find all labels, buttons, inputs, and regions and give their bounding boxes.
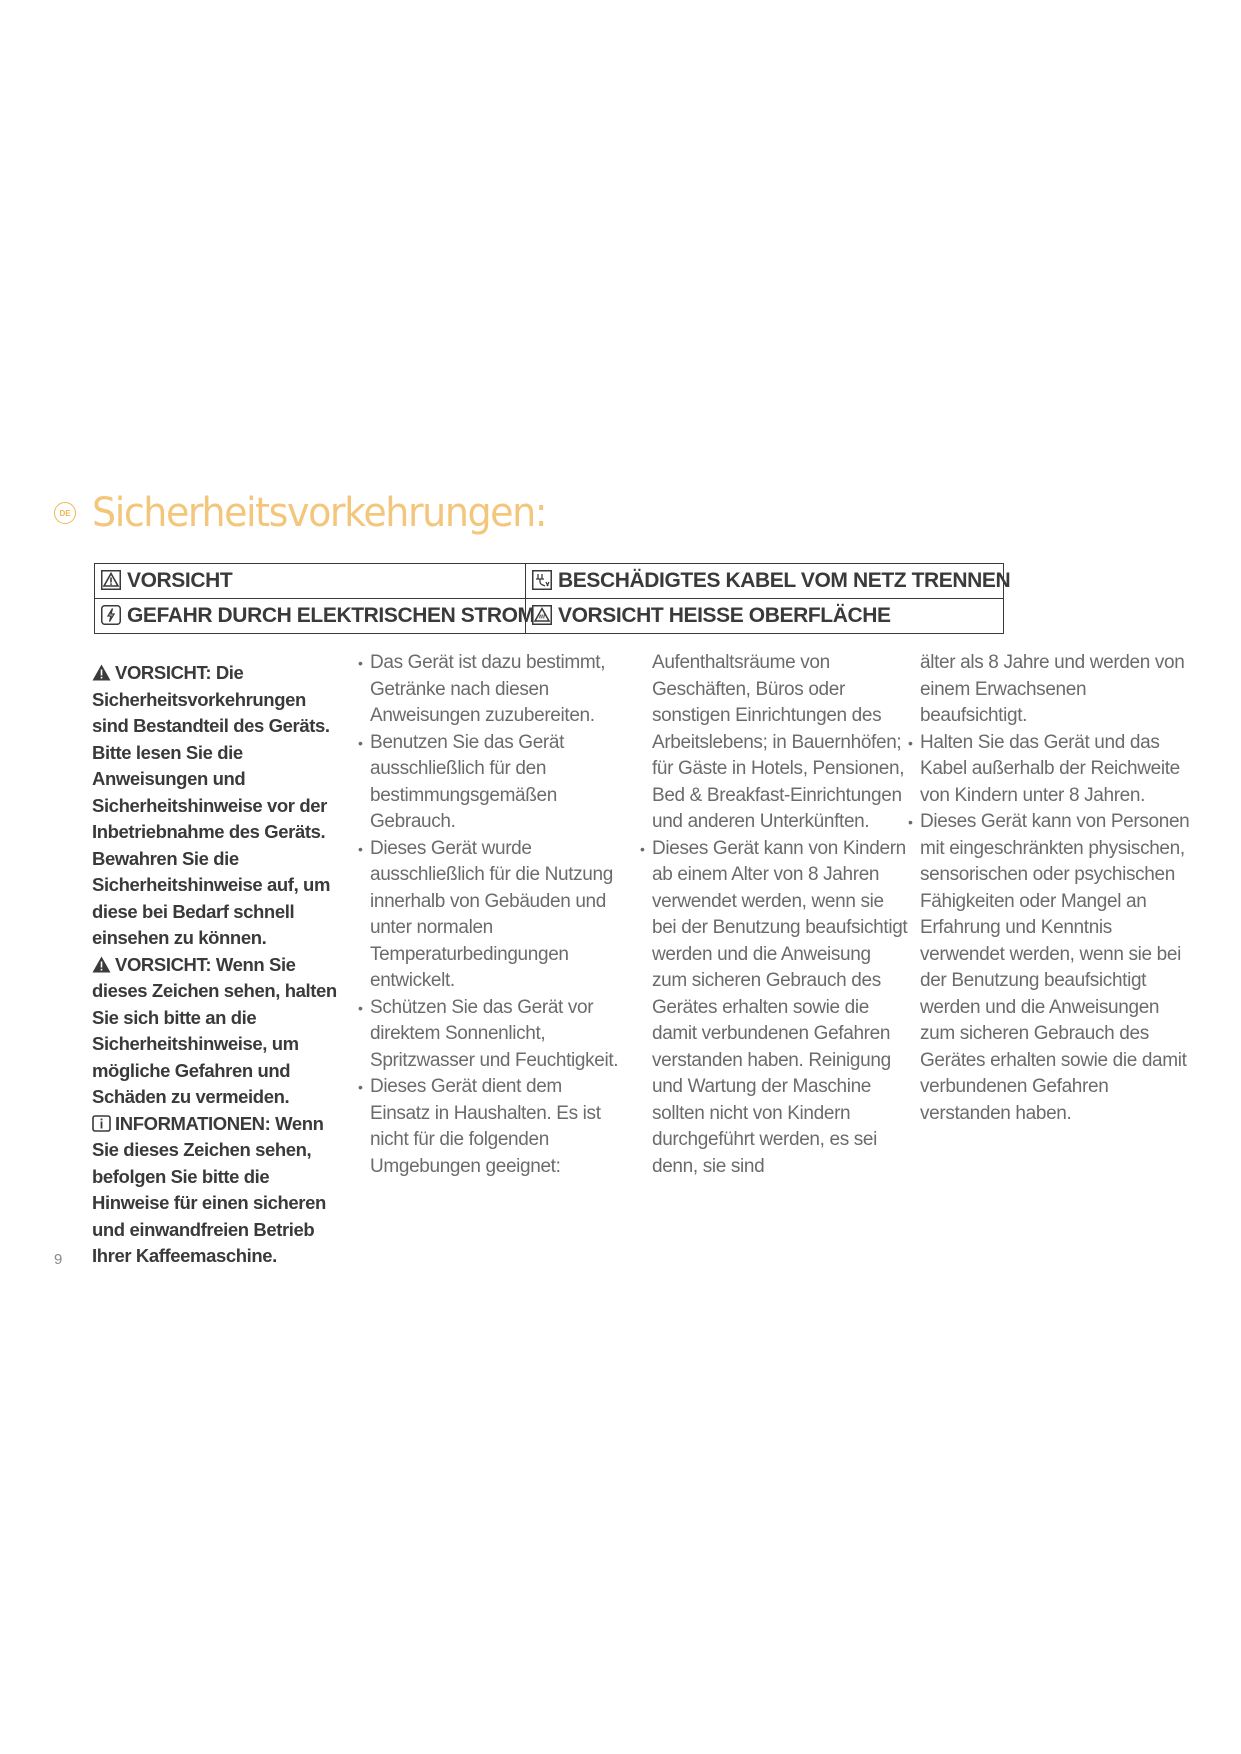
list-item: • Dieses Gerät dient dem Einsatz in Haushalten. Es ist nicht für die folgenden Umgebungen geeignet: <box>358 1074 626 1180</box>
list-item: • Das Gerät ist dazu bestimmt, Getränke nach diesen Anweisungen zuzubereiten. <box>358 650 626 730</box>
page-number: 9 <box>54 1251 63 1268</box>
caution-text: Die Sicherheitsvorkehrungen sind Bestandteil des Geräts. Bitte lesen Sie die Anweisungen und Sicherheitshinweise vor der Inbetriebnahme des Geräts. Bewahren Sie die Sicherheitshinweise auf, um diese bei Bedarf schnell einsehen zu können. <box>92 662 330 948</box>
legend-damaged-cable-label: BESCHÄDIGTES KABEL VOM NETZ TRENNEN <box>558 569 1011 592</box>
list-item-continuation: Aufenthaltsräume von Geschäften, Büros oder sonstigen Einrichtungen des Arbeitslebens; in Bauernhöfen; für Gäste in Hotels, Pensionen, Bed & Breakfast-Einrichtungen und anderen Unterkünften. <box>652 652 905 832</box>
list-item: • Halten Sie das Gerät und das Kabel außerhalb der Reichweite von Kindern unter 8 Jahren. <box>908 730 1198 810</box>
instructions-column-3 <box>640 650 908 1180</box>
legend-hot-surface <box>526 599 1004 634</box>
info-label: INFORMATIONEN: <box>115 1112 271 1134</box>
instructions-column-4 <box>908 650 1198 1127</box>
legend-caution <box>95 564 526 599</box>
intro-caution-sign-paragraph <box>92 952 342 1111</box>
caution-label: VORSICHT: <box>115 662 212 683</box>
page-title: Sicherheitsvorkehrungen: <box>92 490 547 536</box>
legend-hot-surface-label: VORSICHT HEISSE OBERFLÄCHE <box>558 604 891 627</box>
list-item-continuation: älter als 8 Jahre und werden von einem Erwachsenen beaufsichtigt. <box>920 652 1185 726</box>
caution-label: VORSICHT: <box>115 953 212 975</box>
intro-info-paragraph <box>92 1111 342 1270</box>
info-icon <box>92 1115 111 1132</box>
list-item: • Benutzen Sie das Gerät ausschließlich für den bestimmungsgemäßen Gebrauch. <box>358 730 626 836</box>
language-badge: DE <box>54 502 76 524</box>
list-item: • Schützen Sie das Gerät vor direktem Sonnenlicht, Spritzwasser und Feuchtigkeit. <box>358 995 626 1075</box>
info-text: Wenn Sie dieses Zeichen sehen, befolgen Sie bitte die Hinweise für einen sicheren und einwandfreien Betrieb Ihrer Kaffeemaschine. <box>92 1112 326 1266</box>
legend-electric <box>95 599 535 634</box>
legend-caution-label: VORSICHT <box>127 569 233 592</box>
warning-triangle-icon <box>92 664 111 681</box>
damaged-cable-icon <box>532 570 552 590</box>
warning-triangle-icon <box>101 570 121 590</box>
symbol-legend-table <box>94 563 1011 634</box>
section-header <box>54 490 570 536</box>
intro-caution-paragraph <box>92 660 342 952</box>
electric-hazard-icon <box>101 605 121 625</box>
instructions-column-2 <box>358 650 626 1180</box>
list-item: • Dieses Gerät kann von Kindern ab einem Alter von 8 Jahren verwendet werden, wenn sie bei der Benutzung beaufsichtigt werden und die Anweisung zum sicheren Gebrauch des Gerätes erhalten sowie die damit verbundenen Gefahren verstanden haben. Reinigung und Wartung der Maschine sollten nicht von Kindern durchgeführt werden, es sei denn, sie sind <box>640 836 908 1181</box>
list-item: • Dieses Gerät kann von Personen mit eingeschränkten physischen, sensorischen oder psychischen Fähigkeiten oder Mangel an Erfahrung und Kenntnis verwendet werden, wenn sie bei der Benutzung beaufsichtigt werden und die Anweisungen zum sicheren Gebrauch des Gerätes erhalten sowie die damit verbundenen Gefahren verstanden haben. <box>908 809 1198 1127</box>
list-item: • Dieses Gerät wurde ausschließlich für die Nutzung innerhalb von Gebäuden und unter normalen Temperaturbedingungen entwickelt. <box>358 836 626 995</box>
warning-triangle-icon <box>92 956 111 973</box>
caution-sign-text: Wenn Sie dieses Zeichen sehen, halten Sie sich bitte an die Sicherheitshinweise, um mögliche Gefahren und Schäden zu vermeiden. <box>92 953 337 1107</box>
legend-damaged-cable <box>526 564 1011 599</box>
legend-electric-label: GEFAHR DURCH ELEKTRISCHEN STROM <box>127 604 535 627</box>
hot-surface-icon <box>532 605 552 625</box>
intro-column <box>92 660 342 1270</box>
